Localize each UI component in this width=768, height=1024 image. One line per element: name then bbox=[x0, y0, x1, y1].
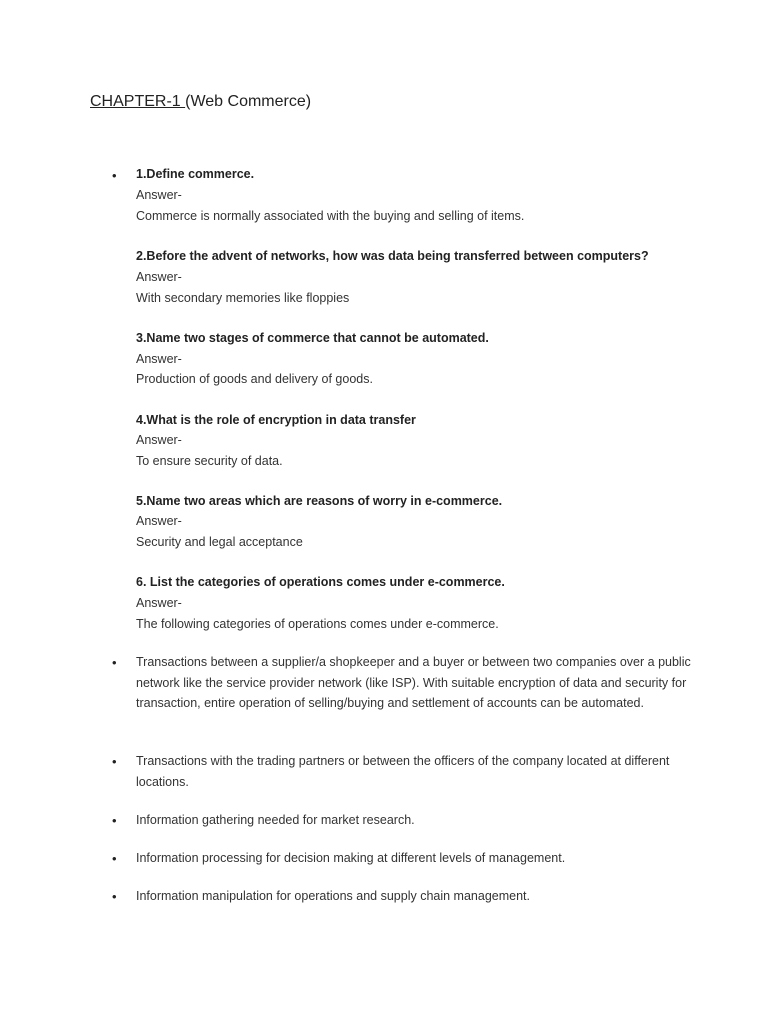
answer-label-2: Answer- bbox=[136, 270, 182, 284]
answer-6: The following categories of operations comes under e-commerce. bbox=[136, 617, 499, 631]
answer-1: Commerce is normally associated with the buying and selling of items. bbox=[136, 209, 525, 223]
answer-3: Production of goods and delivery of goods. bbox=[136, 372, 373, 386]
answer-label-5: Answer- bbox=[136, 514, 182, 528]
chapter-title bbox=[90, 93, 311, 111]
answer-label-1: Answer- bbox=[136, 188, 182, 202]
answer-5: Security and legal acceptance bbox=[136, 535, 303, 549]
answer-label-4: Answer- bbox=[136, 433, 182, 447]
category-item-5: Information manipulation for operations and supply chain management. bbox=[136, 889, 530, 903]
list-bullet: • bbox=[112, 655, 117, 670]
list-bullet: • bbox=[112, 813, 117, 828]
category-item-4: Information processing for decision making at different levels of management. bbox=[136, 851, 566, 865]
answer-label-6: Answer- bbox=[136, 596, 182, 610]
answer-4: To ensure security of data. bbox=[136, 454, 283, 468]
list-bullet: • bbox=[112, 168, 117, 183]
question-2: 2.Before the advent of networks, how was data being transferred between computers? bbox=[136, 249, 649, 263]
list-bullet: • bbox=[112, 889, 117, 904]
category-item-2: Transactions with the trading partners or between the officers of the company located at different locations. bbox=[136, 754, 670, 789]
question-5: 5.Name two areas which are reasons of worry in e-commerce. bbox=[136, 494, 503, 508]
question-3: 3.Name two stages of commerce that cannot be automated. bbox=[136, 331, 489, 345]
question-1: 1.Define commerce. bbox=[136, 167, 255, 181]
question-6: 6. List the categories of operations comes under e-commerce. bbox=[136, 575, 505, 589]
category-item-3: Information gathering needed for market research. bbox=[136, 813, 415, 827]
list-bullet: • bbox=[112, 754, 117, 769]
category-item-1: Transactions between a supplier/a shopkeeper and a buyer or between two companies over a public network like the service provider network (like ISP). With suitable encryption of data and security for transaction, entire operation of selling/buying and settlement of accounts can be automated. bbox=[136, 655, 691, 710]
list-bullet: • bbox=[112, 851, 117, 866]
answer-label-3: Answer- bbox=[136, 352, 182, 366]
chapter-number: CHAPTER-1 bbox=[90, 93, 186, 110]
question-4: 4.What is the role of encryption in data transfer bbox=[136, 413, 416, 427]
chapter-subject: (Web Commerce) bbox=[185, 93, 312, 110]
answer-2: With secondary memories like floppies bbox=[136, 291, 350, 305]
